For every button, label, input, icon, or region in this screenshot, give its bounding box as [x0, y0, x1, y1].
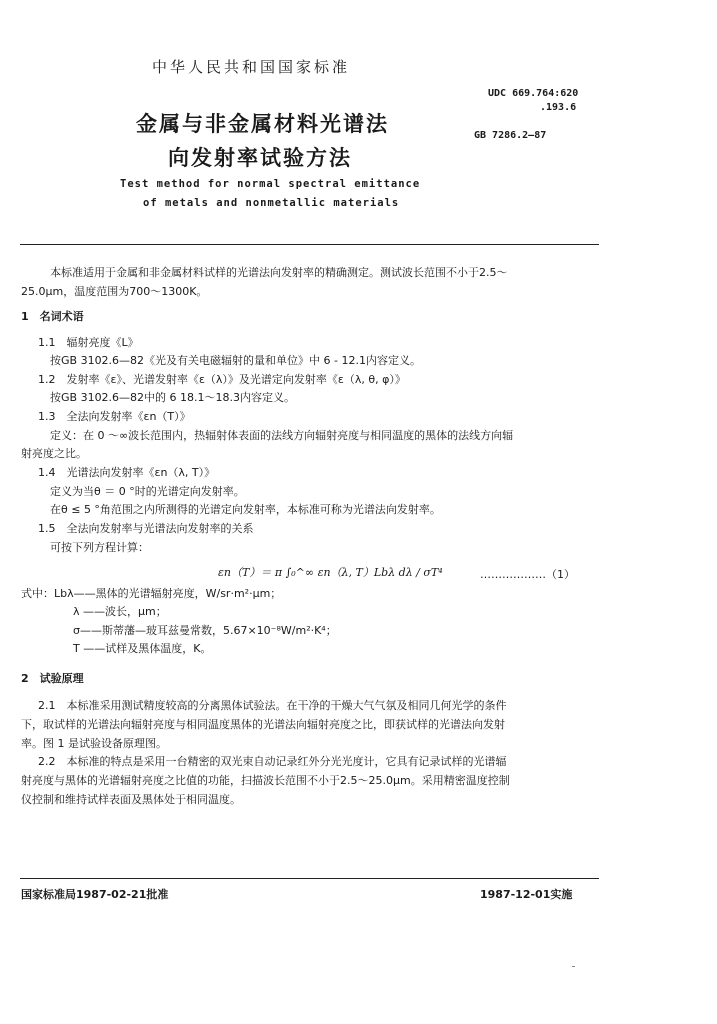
intro-line-1: 本标准适用于金属和非金属材料试样的光谱法向发射率的精确测定。测试波长范围不小于2.5～ [50, 266, 508, 279]
standard-name: 中华人民共和国国家标准 [152, 58, 351, 76]
clause-2-1-line-2: 下，取试样的光谱法向辐射亮度与相同温度黑体的光谱法向辐射亮度之比，即获试样的光谱法向发射 [21, 718, 505, 731]
clause-1-4-definition-2: 在θ ≤ 5 °角范围之内所测得的光谱定向发射率，本标准可称为光谱法向发射率。 [50, 503, 441, 516]
udc-code: UDC 669.764:620 [488, 88, 579, 99]
clause-1-2-definition: 按GB 3102.6—82中的 6 18.1～18.3内容定义。 [50, 391, 296, 404]
section-2-heading: 2 试验原理 [21, 672, 84, 685]
clause-1-3: 1.3 全法向发射率《εn（T）》 [38, 410, 191, 423]
english-title-line-1: Test method for normal spectral emittance [120, 178, 421, 190]
approval-date: 国家标准局1987-02-21批准 [21, 888, 169, 901]
effective-date: 1987-12-01实施 [480, 888, 573, 901]
header-divider [20, 244, 599, 245]
where-clause-3: σ——斯蒂藩—玻耳兹曼常数，5.67×10⁻⁸W/m²·K⁴； [73, 624, 337, 637]
formula-number: ………………（1） [480, 568, 575, 581]
where-clause-4: T ——试样及黑体温度，K。 [73, 642, 212, 655]
clause-2-2-line-3: 仪控制和维持试样表面及黑体处于相同温度。 [21, 793, 241, 806]
section-1-heading: 1 名词术语 [21, 310, 84, 323]
formula: εn（T）＝ π ∫₀^∞ εn（λ, T）Lbλ dλ / σT⁴ [218, 566, 443, 579]
clause-1-4-definition-1: 定义为当θ ＝ 0 °时的光谱定向发射率。 [50, 485, 245, 498]
clause-1-3-definition-1: 定义：在 0 ～∞波长范围内，热辐射体表面的法线方向辐射亮度与相同温度的黑体的法线方向辐 [50, 429, 514, 442]
gb-number: GB 7286.2—87 [474, 130, 547, 141]
clause-1-5-intro: 可按下列方程计算： [50, 541, 149, 554]
clause-2-1-line-3: 率。图 1 是试验设备原理图。 [21, 737, 167, 750]
scan-speck [572, 966, 575, 967]
clause-1-1-definition: 按GB 3102.6—82《光及有关电磁辐射的量和单位》中 6 - 12.1内容定义。 [50, 354, 422, 367]
clause-2-2-line-2: 射亮度与黑体的光谱辐射亮度之比值的功能，扫描波长范围不小于2.5～25.0μm。采用精密温度控制 [21, 774, 510, 787]
where-clause-1: 式中：Lbλ——黑体的光谱辐射亮度，W/sr·m²·μm； [21, 587, 282, 600]
udc-code-cont: .193.6 [540, 102, 577, 113]
clause-1-2: 1.2 发射率《ε》、光谱发射率《ε（λ）》及光谱定向发射率《ε（λ, θ, φ）》 [38, 373, 406, 386]
clause-2-1-line-1: 2.1 本标准采用测试精度较高的分离黑体试验法。在干净的干燥大气气氛及相同几何光学的条件 [38, 699, 507, 712]
clause-1-1: 1.1 辐射亮度《L》 [38, 336, 139, 349]
where-clause-2: λ ——波长，μm； [73, 605, 167, 618]
clause-1-4: 1.4 光谱法向发射率《εn（λ, T）》 [38, 466, 216, 479]
english-title-line-2: of metals and nonmetallic materials [143, 197, 400, 209]
intro-line-2: 25.0μm，温度范围为700～1300K。 [21, 285, 208, 298]
document-title-line-1: 金属与非金属材料光谱法 [136, 112, 389, 136]
document-title-line-2: 向发射率试验方法 [168, 146, 352, 170]
clause-2-2-line-1: 2.2 本标准的特点是采用一台精密的双光束自动记录红外分光光度计，它具有记录试样的光谱辐 [38, 755, 507, 768]
footer-divider [20, 878, 599, 879]
clause-1-3-definition-2: 射亮度之比。 [21, 447, 87, 460]
clause-1-5: 1.5 全法向发射率与光谱法向发射率的关系 [38, 522, 254, 535]
